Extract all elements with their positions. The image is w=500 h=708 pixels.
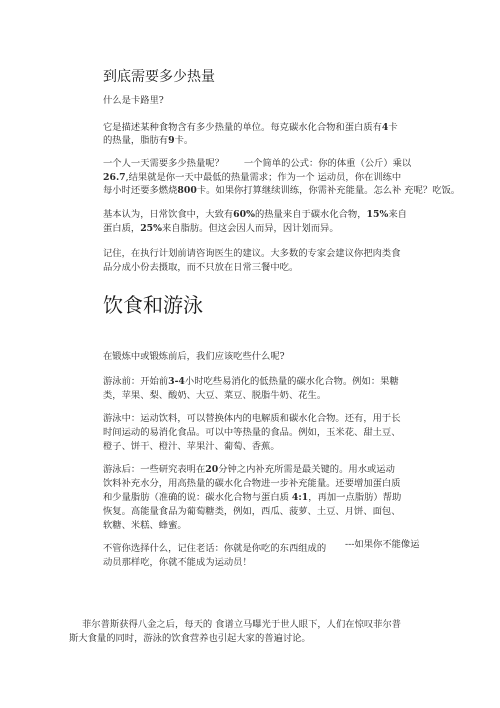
paragraph-ratio-line-2: 蛋白质，25%来自脂肪。但这会因人而异，因计划而异。 [103,223,339,234]
page-title: 到底需要多少热量 [103,69,215,85]
paragraph-advice-line-2: 品分成小份去摄取，而不只放在日常三餐中吃。 [103,262,299,273]
paragraph-formula-line-1: 一个人一天需要多少热量呢？ 一个简单的公式：你的体重（公斤）乘以 [103,158,412,169]
paragraph-after-swim-line-2: 饮料补充水分，用高热量的碳水化合物进一步补充能量。还要增加蛋白质 [103,478,401,489]
paragraph-before-swim-line-1: 游泳前：开始前3-4小时吃些易消化的低热量的碳水化合物。例如：果糖 [103,376,399,387]
paragraph-after-swim-line-3: 和少量脂肪（准确的说：碳水化合物与蛋白质 4:1，再加一点脂肪）帮助 [103,492,402,503]
paragraph-advice-line-1: 记住，在执行计划前请咨询医生的建议。大多数的专家会建议你把肉类食 [103,248,401,259]
paragraph-before-swim-line-2: 类，苹果、梨、酸奶、大豆、菜豆、脱脂牛奶、花生。 [103,390,327,401]
paragraph-formula-line-3: 每小时还要多燃烧800卡。如果你打算继续训练，你需补充能量。怎么补 充呢？吃饭。 [103,185,461,196]
paragraph-after-swim-line-5: 软糖、米糕、蜂蜜。 [103,520,187,531]
paragraph-after-swim-line-1: 游泳后：一些研究表明在20分钟之内补充所需是最关键的。用水或运动 [103,464,395,475]
footer-line-1: 菲尔普斯获得八金之后，每天的 食谱立马曝光于世人眼下，人们在惊叹菲尔普 [82,619,402,630]
footer-line-2: 斯大食量的同时，游泳的饮食营养也引起大家的普遍讨论。 [69,633,311,644]
closing-aside: ---如果你不能像运 [345,539,420,550]
paragraph-calorie-line-1: 它是描述某种食物含有多少热量的单位。每克碳水化合物和蛋白质有4卡 [103,122,398,133]
question-calorie: 什么是卡路里? [103,95,164,106]
paragraph-during-swim-line-1: 游泳中：运动饮料，可以替换体内的电解质和碳水化合物。还有，用于长 [103,413,401,424]
paragraph-after-swim-line-4: 恢复。高能量食品为葡萄糖类，例如，西瓜、菠萝、土豆、月饼、面包、 [103,506,401,517]
section-title: 饮食和游泳 [103,293,203,317]
paragraph-during-swim-line-3: 橙子、饼干、橙汁、苹果汁、葡萄、香蕉。 [103,441,280,452]
question-what-to-eat: 在锻炼中或锻炼前后，我们应该吃些什么呢? [103,351,285,362]
paragraph-during-swim-line-2: 时间运动的易消化食品。可以中等热量的食品。例如，玉米花、甜土豆、 [103,427,401,438]
paragraph-ratio-line-1: 基本认为，日常饮食中，大致有60%的热量来自于碳水化合物，15%来自 [103,209,407,220]
paragraph-calorie-line-2: 的热量，脂肪有9卡。 [103,135,194,146]
closing-line-1: 不管你选择什么，记住老话：你就是你吃的东西组成的 [103,543,327,554]
closing-line-2: 动员那样吃，你就不能成为运动员！ [103,557,252,568]
paragraph-formula-line-2: 26.7,结果就是你一天中最低的热量需求；作为一个 运动员，你在训练中 [103,172,402,183]
